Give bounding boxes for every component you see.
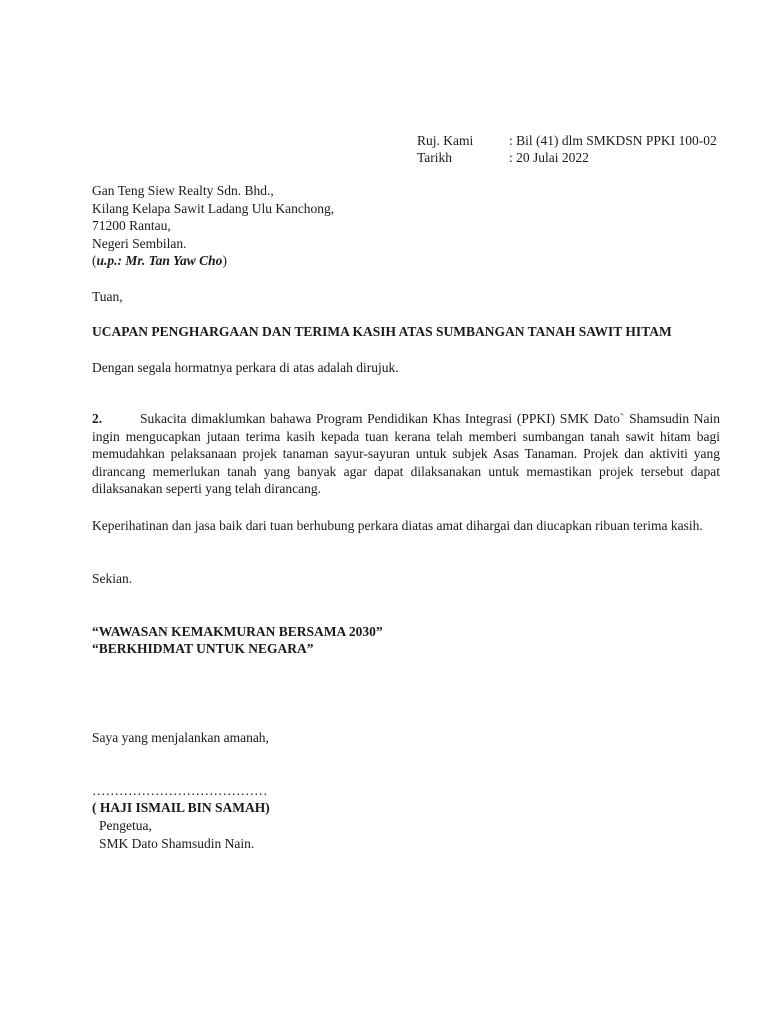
letter-subject: UCAPAN PENGHARGAAN DAN TERIMA KASIH ATAS SUMBANGAN TANAH SAWIT HITAM bbox=[92, 324, 672, 339]
paragraph-2 bbox=[92, 410, 720, 498]
signatory-title: Pengetua, bbox=[99, 818, 152, 833]
signature-line: ………………………………… bbox=[92, 783, 268, 798]
intro-paragraph: Dengan segala hormatnya perkara di atas adalah dirujuk. bbox=[92, 360, 399, 375]
closing-text: Sekian. bbox=[92, 571, 133, 586]
attention-close-paren: ) bbox=[222, 253, 227, 268]
recipient-line-1: Gan Teng Siew Realty Sdn. Bhd., bbox=[92, 183, 274, 198]
tarikh-value: : 20 Julai 2022 bbox=[509, 150, 589, 165]
attention-open-paren: ( bbox=[92, 253, 97, 268]
recipient-line-4: Negeri Sembilan. bbox=[92, 235, 187, 251]
attention-name: u.p.: Mr. Tan Yaw Cho bbox=[96, 253, 223, 268]
signatory-school: SMK Dato Shamsudin Nain. bbox=[99, 836, 255, 851]
paragraph-2-text: Sukacita dimaklumkan bahawa Program Pendidikan Khas Integrasi (PPKI) SMK Dato` Shamsudin Nain ingin mengucapkan jutaan terima kasih kepada tuan kerana telah memberi sumbangan tanah sawit hitam bagi memudahkan pelaksanaan projek tanaman sayur-sayuran untuk subjek Asas Tanaman. Projek dan aktiviti yang dirancang memerlukan tanah yang banyak agar dapat dilaksanakan untuk memastikan projek tersebut dapat dilaksanakan seperti yang telah dirancang. bbox=[92, 411, 720, 496]
ruj-value: : Bil (41) dlm SMKDSN PPKI 100-02 bbox=[509, 133, 717, 148]
recipient-attention bbox=[92, 252, 334, 270]
reference-tarikh-row bbox=[417, 149, 589, 167]
recipient-line-2: Kilang Kelapa Sawit Ladang Ulu Kanchong, bbox=[92, 200, 335, 216]
recipient-address bbox=[92, 182, 334, 270]
reference-ruj-row bbox=[417, 132, 717, 150]
tarikh-label: Tarikh bbox=[417, 150, 453, 165]
paragraph-3: Keperihatinan dan jasa baik dari tuan berhubung perkara diatas amat dihargai dan diucapkan ribuan terima kasih. bbox=[92, 518, 703, 533]
ruj-label: Ruj. Kami bbox=[417, 133, 474, 148]
signatory-name: ( HAJI ISMAIL BIN SAMAH) bbox=[92, 800, 270, 815]
recipient-line-3: 71200 Rantau, bbox=[92, 218, 171, 233]
paragraph-2-number: 2. bbox=[92, 411, 103, 426]
motto-wawasan: “WAWASAN KEMAKMURAN BERSAMA 2030” bbox=[92, 624, 383, 639]
motto-berkhidmat: “BERKHIDMAT UNTUK NEGARA” bbox=[92, 641, 314, 656]
amanah-text: Saya yang menjalankan amanah, bbox=[92, 730, 269, 745]
salutation: Tuan, bbox=[92, 289, 123, 304]
